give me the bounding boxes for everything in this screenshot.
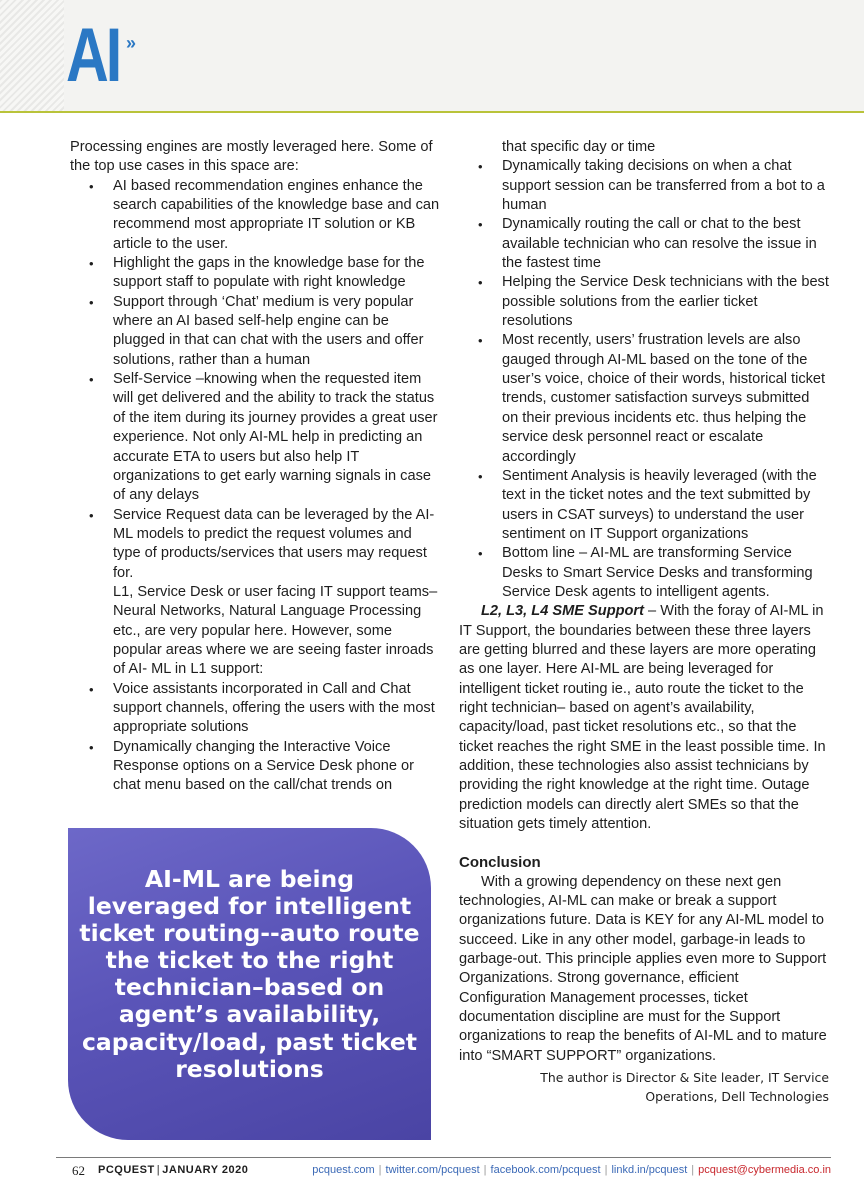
chevrons-icon: » xyxy=(126,33,134,53)
author-note xyxy=(459,1068,829,1106)
l2-lead-in: L2, L3, L4 SME Support xyxy=(481,603,644,620)
list-item: • Service Request data can be leveraged by the AI-ML models to predict the request volumes and type of products/services that users may request for. xyxy=(70,506,440,583)
section-logo: AI xyxy=(66,13,120,98)
footer-separator: | xyxy=(156,1164,161,1176)
list-item: • Most recently, users’ frustration levels are also gauged through AI-ML based on the tone of the user’s voice, choice of their words, historical ticket trends, customer satisfaction surveys submitted on their previous incidents etc. thus helping the service desk personnel react or escalate accordingly xyxy=(459,331,829,466)
email-link[interactable]: pcquest@cybermedia.co.in xyxy=(698,1164,831,1176)
linkedin-link[interactable]: linkd.in/pcquest xyxy=(611,1164,688,1176)
intro-paragraph: Processing engines are mostly leveraged here. Some of the top use cases in this space are: xyxy=(70,139,433,175)
list-item: • Support through ‘Chat’ medium is very popular where an AI based self-help engine can be plugged in that can chat with the users and offer solutions, rather than a human xyxy=(70,293,440,370)
list-item: • Dynamically routing the call or chat to the best available technician who can resolve the issue in the fastest time xyxy=(459,215,829,273)
right-column xyxy=(459,138,829,1106)
list-item: • Dynamically changing the Interactive Voice Response options on a Service Desk phone or chat menu based on the call/chat trends on xyxy=(70,738,440,796)
l1-list xyxy=(70,680,440,796)
continuation-text: that specific day or time xyxy=(502,139,656,155)
list-item: • Self-Service –knowing when the requested item will get delivered and the ability to track the status of the item during its journey provides a great user experience. Not only AI-ML help in predicting an accurate ETA to users but also help IT organizations to get early warning signals in case of any delays xyxy=(70,370,440,505)
pull-quote-text: AI-ML are being leveraged for intelligent ticket routing--auto route the ticket to the right technician–based on agent’s availability, capacity/load, past ticket resolutions xyxy=(79,865,420,1083)
list-item: • Bottom line – AI-ML are transforming Service Desks to Smart Service Desks and transforming Service Desk agents to intelligent agents. xyxy=(459,544,829,602)
magazine-name: PCQUEST xyxy=(98,1164,155,1176)
left-column xyxy=(70,138,440,796)
use-case-list xyxy=(70,177,440,583)
twitter-link[interactable]: twitter.com/pcquest xyxy=(385,1164,480,1176)
website-link[interactable]: pcquest.com xyxy=(312,1164,375,1176)
list-item: • AI based recommendation engines enhance the search capabilities of the knowledge base and can recommend most appropriate IT solution or KB article to the user. xyxy=(70,177,440,254)
l2-body: – With the foray of AI-ML in IT Support, the boundaries between these three layers are getting blurred and these layers are more operating as one layer. Here AI-ML are being leveraged for intelligent ticket routing ie., auto route the ticket to the right technician– based on agent’s availability, capacity/load, past ticket resolutions etc., so that the ticket reaches the right SME in the least possible time. In addition, these technologies also assist technicians by providing the right knowledge at the right time. Outage prediction models can directly alert SMEs so that the situation gets timely attention. xyxy=(459,603,826,833)
author-line-1: The author is Director & Site leader, IT Service xyxy=(540,1070,829,1086)
page-number: 62 xyxy=(72,1163,85,1178)
list-item: • Sentiment Analysis is heavily leveraged (with the text in the ticket notes and the text submitted by users in CSAT surveys) to understand the user sentiment on IT Support organizations xyxy=(459,467,829,544)
l2-paragraph xyxy=(459,602,829,834)
header-rule xyxy=(0,111,864,113)
author-line-2: Operations, Dell Technologies xyxy=(645,1089,829,1105)
issue-date: JANUARY 2020 xyxy=(162,1164,249,1176)
list-item: • Highlight the gaps in the knowledge base for the support staff to populate with right knowledge xyxy=(70,254,440,293)
conclusion-paragraph: With a growing dependency on these next gen technologies, AI-ML can make or break a support organizations future. Data is KEY for any AI-ML model to succeed. Like in any other model, garbage-in leads to garbage-out. This principle applies even more to Support Organizations. Strong governance, efficient Configuration Management processes, ticket documentation discipline are must for the Support organizations to reap the benefits of AI-ML and to mature into “SMART SUPPORT” organizations. xyxy=(459,873,827,1064)
header-band xyxy=(0,0,864,112)
conclusion-heading: Conclusion xyxy=(459,854,541,872)
ai-ml-list xyxy=(459,157,829,602)
list-item: • Dynamically taking decisions on when a chat support session can be transferred from a bot to a human xyxy=(459,157,829,215)
footer-links: pcquest.com | twitter.com/pcquest | facebook.com/pcquest | linkd.in/pcquest | pcquest@cybermedia.co.in xyxy=(312,1164,831,1176)
page-footer xyxy=(56,1161,831,1181)
list-item: • Helping the Service Desk technicians with the best possible solutions from the earlier ticket resolutions xyxy=(459,273,829,331)
footer-rule xyxy=(56,1157,831,1158)
list-item: • Voice assistants incorporated in Call and Chat support channels, offering the users with the most appropriate solutions xyxy=(70,680,440,738)
l1-paragraph: L1, Service Desk or user facing IT support teams–Neural Networks, Natural Language Processing etc., are very popular here. However, some popular areas where we are seeing faster inroads of AI- ML in L1 support: xyxy=(113,583,438,678)
header-stripe-decoration xyxy=(0,0,64,112)
facebook-link[interactable]: facebook.com/pcquest xyxy=(490,1164,601,1176)
issue-label xyxy=(98,1164,248,1176)
